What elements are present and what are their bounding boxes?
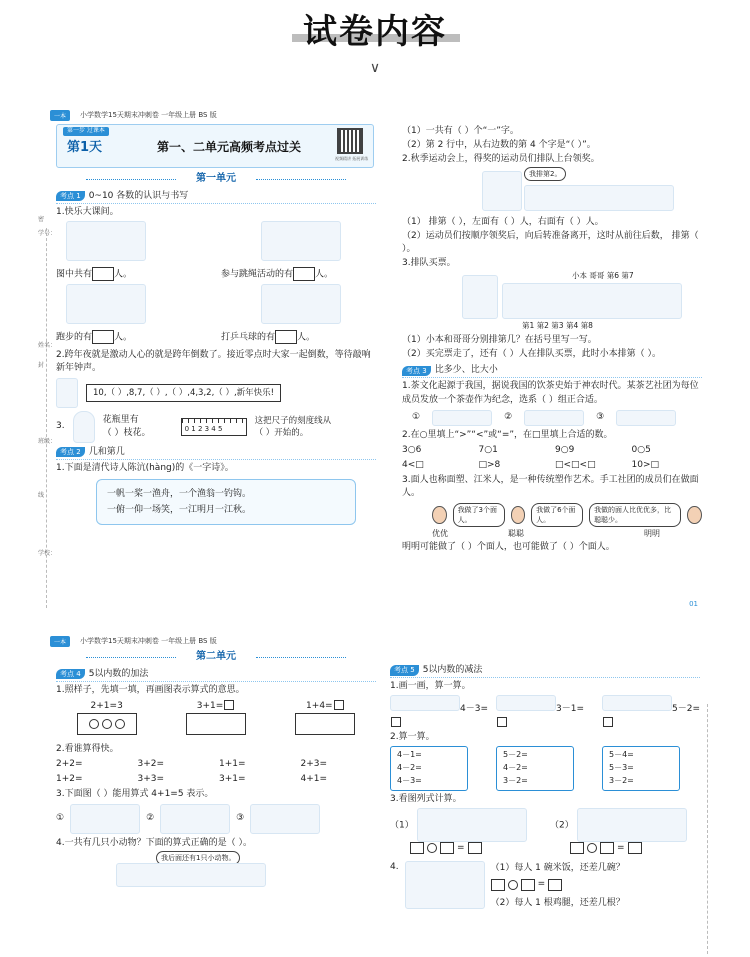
day-label: 第1天 bbox=[67, 140, 103, 155]
drawing-box[interactable] bbox=[186, 713, 246, 735]
children-picture-icon bbox=[66, 221, 146, 261]
tree-picture-icon bbox=[577, 808, 687, 842]
calc-item[interactable]: 3+3= bbox=[137, 773, 165, 784]
topic-heading-4 bbox=[56, 668, 376, 682]
child-avatar-icon bbox=[687, 506, 702, 524]
queue-top-labels: 小本 哥哥 第6 第7 bbox=[572, 271, 634, 281]
day-banner bbox=[56, 124, 376, 172]
award-picture bbox=[482, 167, 702, 215]
bubble-congcong: 我做了6个面人。 bbox=[531, 503, 583, 527]
running-picture-icon bbox=[66, 284, 146, 324]
compare-item[interactable]: 3○6 bbox=[402, 444, 422, 455]
ticket-queue-picture bbox=[462, 271, 702, 333]
picture-equation-row bbox=[390, 808, 700, 860]
eq-3: 1+4= bbox=[306, 700, 333, 711]
eq-2: 3+1= bbox=[196, 700, 224, 711]
side-label-bj: 班级： bbox=[38, 438, 57, 445]
calc-item[interactable]: 1+1= bbox=[219, 758, 246, 769]
calc-item[interactable]: 3+2= bbox=[137, 758, 165, 769]
podium-icon bbox=[482, 171, 522, 211]
option-2[interactable]: ② bbox=[504, 412, 513, 423]
eq-example: 2+1=3 bbox=[90, 700, 123, 711]
notebook-card-1 bbox=[390, 746, 468, 790]
topic-text: 5以内数的加法 bbox=[88, 668, 149, 679]
calc-item[interactable]: 2+2= bbox=[56, 758, 83, 769]
right-k3-q3: 3.面人也称面塑、江米人，是一种传统塑作艺术。手工社团的成员们在做面人。 bbox=[402, 474, 699, 498]
example-item bbox=[56, 700, 157, 740]
q1b-text: 参与跳绳活动的有 bbox=[221, 269, 294, 280]
balloon-options bbox=[56, 804, 376, 834]
topic-heading-5 bbox=[390, 664, 700, 678]
recess-pictures bbox=[56, 221, 376, 346]
answer-box[interactable] bbox=[275, 330, 297, 344]
question-3-row bbox=[56, 411, 376, 443]
sub-item bbox=[496, 695, 594, 729]
compare-item[interactable]: 0○5 bbox=[631, 444, 651, 455]
page1-right-column bbox=[402, 124, 702, 555]
unit-text: 人。 bbox=[315, 269, 334, 280]
child-avatar-icon bbox=[432, 506, 447, 524]
recess-item-total bbox=[56, 221, 211, 283]
question-3-num: 3. bbox=[56, 421, 65, 432]
countdown-sequence: 10,（ ）,8,7,（ ）,（ ）,4,3,2,（ ）,新年快乐! bbox=[86, 384, 281, 402]
q1d-text: 打乒乓球的有 bbox=[221, 332, 276, 343]
answer-box[interactable] bbox=[391, 717, 401, 727]
balloon-picture-icon bbox=[70, 804, 140, 834]
watermelon-icon bbox=[496, 695, 556, 711]
bubble-mingming: 我做的面人比优优多，比聪聪少。 bbox=[589, 503, 681, 527]
side-mark-feng: 封 bbox=[38, 362, 45, 369]
ruler-icon: 0 1 2 3 4 5 bbox=[181, 418, 247, 436]
teapot-group-icon bbox=[432, 410, 492, 426]
athletes-queue-icon bbox=[524, 185, 674, 211]
calc-item[interactable]: 2+3= bbox=[300, 758, 328, 769]
topic-tag: 考点 4 bbox=[56, 669, 85, 679]
right-q3-2: （2）买完票走了，还有（ ）人在排队买票，此时小本排第（ ）。 bbox=[402, 349, 661, 360]
day-box bbox=[56, 124, 374, 168]
brand-logo: 一本 bbox=[50, 636, 70, 647]
quick-calc-grid bbox=[56, 758, 376, 786]
sub-label: （2） bbox=[550, 820, 574, 831]
option-1[interactable]: ① bbox=[56, 813, 65, 824]
notebook-card-3 bbox=[602, 746, 680, 790]
name-mingming: 明明 bbox=[644, 529, 660, 539]
right-q2-1: （1） 排第（ ），左面有（ ）人，右面有（ ）人。 bbox=[402, 217, 604, 228]
compare-item[interactable]: 9○9 bbox=[555, 444, 575, 455]
qr-caption: 视频精讲 拓展训练 bbox=[335, 156, 369, 161]
notebook-grid bbox=[390, 746, 700, 790]
child-avatar-icon bbox=[511, 506, 526, 524]
running-header bbox=[50, 108, 700, 122]
topic-tag: 考点 5 bbox=[390, 665, 419, 675]
topic-heading-1 bbox=[56, 190, 376, 204]
chevron-down-icon[interactable]: ∨ bbox=[369, 60, 381, 76]
topic-text: 比多少、比大小 bbox=[434, 365, 498, 376]
name-congcong: 聪聪 bbox=[508, 529, 524, 539]
name-youyou: 优优 bbox=[432, 529, 448, 539]
child-names bbox=[432, 528, 702, 540]
countdown-row bbox=[56, 378, 376, 408]
unit-text: 人。 bbox=[114, 332, 133, 343]
running-header-text: 小学数学15天期末冲刺卷 一年级上册 BS 版 bbox=[80, 111, 217, 119]
recess-item-run bbox=[56, 284, 211, 346]
topic-text: 5以内数的减法 bbox=[422, 665, 483, 675]
bubble-youyou: 我做了3个面人。 bbox=[453, 503, 505, 527]
equation-blanks: = bbox=[491, 878, 563, 891]
calc-item[interactable]: 4+1= bbox=[300, 773, 328, 784]
q1c-text: 跑步的有 bbox=[56, 332, 93, 343]
compare-item[interactable]: 7○1 bbox=[478, 444, 498, 455]
balloon-picture-icon bbox=[250, 804, 320, 834]
nb-line[interactable]: 3－2= bbox=[503, 775, 528, 785]
queue-bottom-labels: 第1 第2 第3 第4 第8 bbox=[522, 321, 593, 331]
section-title: 试卷内容 bbox=[303, 12, 447, 52]
ruler-text: 这把尺子的刻度线从（ ）开始的。 bbox=[254, 415, 332, 438]
unit-heading: 第一单元 bbox=[56, 172, 376, 187]
compare-item[interactable]: 4<□ bbox=[402, 459, 424, 470]
question-2: 2.跨年夜就是激动人心的就是跨年倒数了。接近零点时大家一起倒数，等待敲响新年钟声。 bbox=[56, 349, 371, 373]
section-header bbox=[0, 0, 750, 90]
page2-left-column bbox=[56, 650, 376, 887]
picture-eq-1 bbox=[390, 808, 540, 860]
step-tag: 第一步 过课本 bbox=[63, 127, 109, 136]
answer-box[interactable] bbox=[603, 717, 613, 727]
poem-box bbox=[96, 479, 356, 525]
notebook-card-2 bbox=[496, 746, 574, 790]
train-animals-icon bbox=[116, 863, 266, 887]
addition-drawing-grid bbox=[56, 700, 376, 740]
sub-eq: 4－3= bbox=[460, 704, 488, 715]
unit-text: 人。 bbox=[114, 269, 133, 280]
topic-tag: 考点 3 bbox=[402, 366, 431, 376]
ticket-booth-icon bbox=[462, 275, 498, 319]
question-2: 2.算一算。 bbox=[390, 732, 435, 743]
speech-bubble: 我后面还有1只小动物。 bbox=[156, 851, 240, 865]
topic-text: 0~10 各数的认识与书写 bbox=[88, 190, 189, 201]
question-4-parts bbox=[491, 861, 625, 911]
calc-item[interactable]: 1+2= bbox=[56, 773, 83, 784]
brand-logo: 一本 bbox=[50, 110, 70, 121]
vase-answer: （ ）枝花。 bbox=[102, 427, 151, 438]
right-k3-q3-answer: 明明可能做了（ ）个面人，也可能做了（ ）个面人。 bbox=[402, 541, 615, 552]
question-4: 1.下面是清代诗人陈沆(hàng)的《一字诗》。 bbox=[56, 462, 234, 473]
option-3[interactable]: ③ bbox=[596, 412, 605, 423]
page-number: 01 bbox=[689, 600, 698, 608]
right-k3-q1: 1.茶文化起源于我国，据说我国的饮茶史始于神农时代。某茶艺社团为每位成员发放一个茶壶作为纪念，选系（ ）组正合适。 bbox=[402, 381, 699, 405]
question-4-num: 4. bbox=[390, 862, 399, 873]
side-label-xm: 姓名： bbox=[38, 342, 57, 349]
poem-line-1: 一帆一桨一渔舟，一个渔翁一钓钩。 bbox=[107, 488, 252, 499]
example-drawing-box bbox=[77, 713, 137, 735]
right-q1-2: （2）第 2 行中，从右边数的第 4 个字是“（ ）”。 bbox=[402, 140, 596, 151]
compare-item[interactable]: □<□<□ bbox=[555, 459, 596, 470]
draw-item bbox=[165, 700, 266, 740]
q4-part-1: （1）每人 1 碗米饭，还差几碗？ bbox=[490, 863, 625, 874]
nb-line[interactable]: 5－4= bbox=[609, 750, 634, 760]
running-header bbox=[50, 634, 700, 648]
unit-heading: 第二单元 bbox=[56, 650, 376, 665]
topic-text: 几和第几 bbox=[88, 446, 125, 457]
topic-tag: 考点 1 bbox=[56, 191, 85, 201]
question-1: 1.快乐大课间。 bbox=[56, 206, 119, 217]
binding-line bbox=[707, 704, 708, 954]
q1a-text: 图中共有 bbox=[56, 269, 93, 280]
teapot-options bbox=[412, 410, 702, 426]
question-1: 1.照样子，先填一填，再画图表示算式的意思。 bbox=[56, 684, 245, 695]
nb-line[interactable]: 4－2= bbox=[397, 763, 422, 773]
sub-eq: 5－2= bbox=[672, 704, 700, 715]
sub-item bbox=[390, 695, 488, 729]
exam-page-1 bbox=[38, 108, 700, 618]
unit-text: 人。 bbox=[297, 332, 316, 343]
draw-item bbox=[275, 700, 376, 740]
phone-icon bbox=[56, 378, 78, 408]
starfish-icon bbox=[390, 695, 460, 711]
right-q2-2: （2）运动员们按顺序领奖后，向后转准备离开，这时从前往后数， 排第（ ）。 bbox=[402, 231, 699, 255]
pingpong-picture-icon bbox=[261, 284, 341, 324]
teapot-group-icon bbox=[524, 410, 584, 426]
question-3: 3.看图列式计算。 bbox=[390, 793, 462, 804]
equation-blanks: = bbox=[410, 842, 482, 855]
drawing-box[interactable] bbox=[295, 713, 355, 735]
option-1[interactable]: ① bbox=[412, 412, 421, 423]
right-q1-1: （1）一共有（ ）个“一”字。 bbox=[402, 126, 519, 136]
side-mark-xian: 线 bbox=[38, 492, 45, 499]
option-3[interactable]: ③ bbox=[236, 813, 245, 824]
question-4: 4.一共有几只小动物？下面的算式正确的是（ ）。 bbox=[56, 837, 252, 848]
answer-box[interactable] bbox=[293, 267, 315, 281]
answer-box[interactable] bbox=[92, 330, 114, 344]
question-3: 3.下面图（ ）能用算式 4+1=5 表示。 bbox=[56, 788, 214, 799]
balloon-picture-icon bbox=[160, 804, 230, 834]
jellyfish-icon bbox=[602, 695, 672, 711]
right-q3-1: （1）小本和哥哥分别排第几？在括号里写一写。 bbox=[402, 335, 597, 346]
teapot-group-icon bbox=[616, 410, 676, 426]
calc-item[interactable]: 3+1= bbox=[219, 773, 246, 784]
running-header-text: 小学数学15天期末冲刺卷 一年级上册 BS 版 bbox=[80, 637, 217, 645]
side-label-xh: 学号： bbox=[38, 230, 57, 237]
sub-item bbox=[602, 695, 700, 729]
page2-right-column bbox=[390, 650, 700, 911]
compare-grid bbox=[402, 444, 702, 472]
recess-item-pingpong bbox=[221, 284, 376, 346]
nb-line[interactable]: 5－3= bbox=[609, 763, 634, 773]
question-2: 2.看谁算得快。 bbox=[56, 743, 119, 754]
option-2[interactable]: ② bbox=[146, 813, 155, 824]
speech-bubble: 我排第2。 bbox=[524, 167, 566, 181]
vase-text: 花瓶里有 bbox=[102, 414, 139, 425]
topic-heading-3 bbox=[402, 364, 702, 378]
recess-item-rope bbox=[221, 221, 376, 283]
right-q3: 3.排队买票。 bbox=[402, 258, 456, 269]
right-k3-q2: 2.在○里填上“>”“<”或“=”，在□里填上合适的数。 bbox=[402, 429, 613, 440]
qr-code-icon[interactable] bbox=[337, 128, 363, 154]
page1-left-column bbox=[56, 124, 376, 525]
topic-tag: 考点 2 bbox=[56, 447, 85, 457]
picture-eq-2 bbox=[550, 808, 700, 860]
vase-icon bbox=[73, 411, 95, 443]
train-picture bbox=[116, 851, 376, 887]
nb-line[interactable]: 4－1= bbox=[397, 750, 422, 760]
subtraction-draw-grid bbox=[390, 695, 700, 729]
compare-item[interactable]: □>8 bbox=[478, 459, 501, 470]
q4-part-2: （2）每人 1 根鸡腿，还差几根？ bbox=[490, 897, 625, 908]
nb-line[interactable]: 3－2= bbox=[609, 775, 634, 785]
answer-box[interactable] bbox=[334, 700, 344, 710]
side-label-xx: 学校： bbox=[38, 550, 57, 557]
answer-box[interactable] bbox=[92, 267, 114, 281]
sub-label: （1） bbox=[390, 820, 414, 831]
topic-heading-2 bbox=[56, 446, 376, 460]
queue-people-icon bbox=[502, 283, 682, 319]
question-1: 1.画一画，算一算。 bbox=[390, 681, 471, 692]
dough-figure-row bbox=[432, 503, 702, 527]
nb-line[interactable]: 5－2= bbox=[503, 750, 528, 760]
dinner-table-icon bbox=[405, 861, 485, 909]
rope-skipping-picture-icon bbox=[261, 221, 341, 261]
right-q2: 2.秋季运动会上，得奖的运动员们排队上台领奖。 bbox=[402, 154, 600, 165]
sub-eq: 3－1= bbox=[556, 704, 584, 715]
compare-item[interactable]: 10>□ bbox=[631, 459, 659, 470]
equation-blanks: = bbox=[570, 842, 642, 855]
answer-box[interactable] bbox=[497, 717, 507, 727]
day-title: 第一、二单元高频考点过关 bbox=[157, 140, 302, 154]
poem-line-2: 一俯一仰一场笑，一江明月一江秋。 bbox=[107, 505, 252, 516]
plates-picture-icon bbox=[417, 808, 527, 842]
exam-page-2 bbox=[50, 634, 700, 957]
nb-line[interactable]: 4－2= bbox=[503, 763, 528, 773]
answer-box[interactable] bbox=[224, 700, 234, 710]
question-4-row bbox=[390, 861, 700, 911]
nb-line[interactable]: 4－3= bbox=[397, 775, 422, 785]
side-mark-mi: 密 bbox=[38, 216, 45, 223]
